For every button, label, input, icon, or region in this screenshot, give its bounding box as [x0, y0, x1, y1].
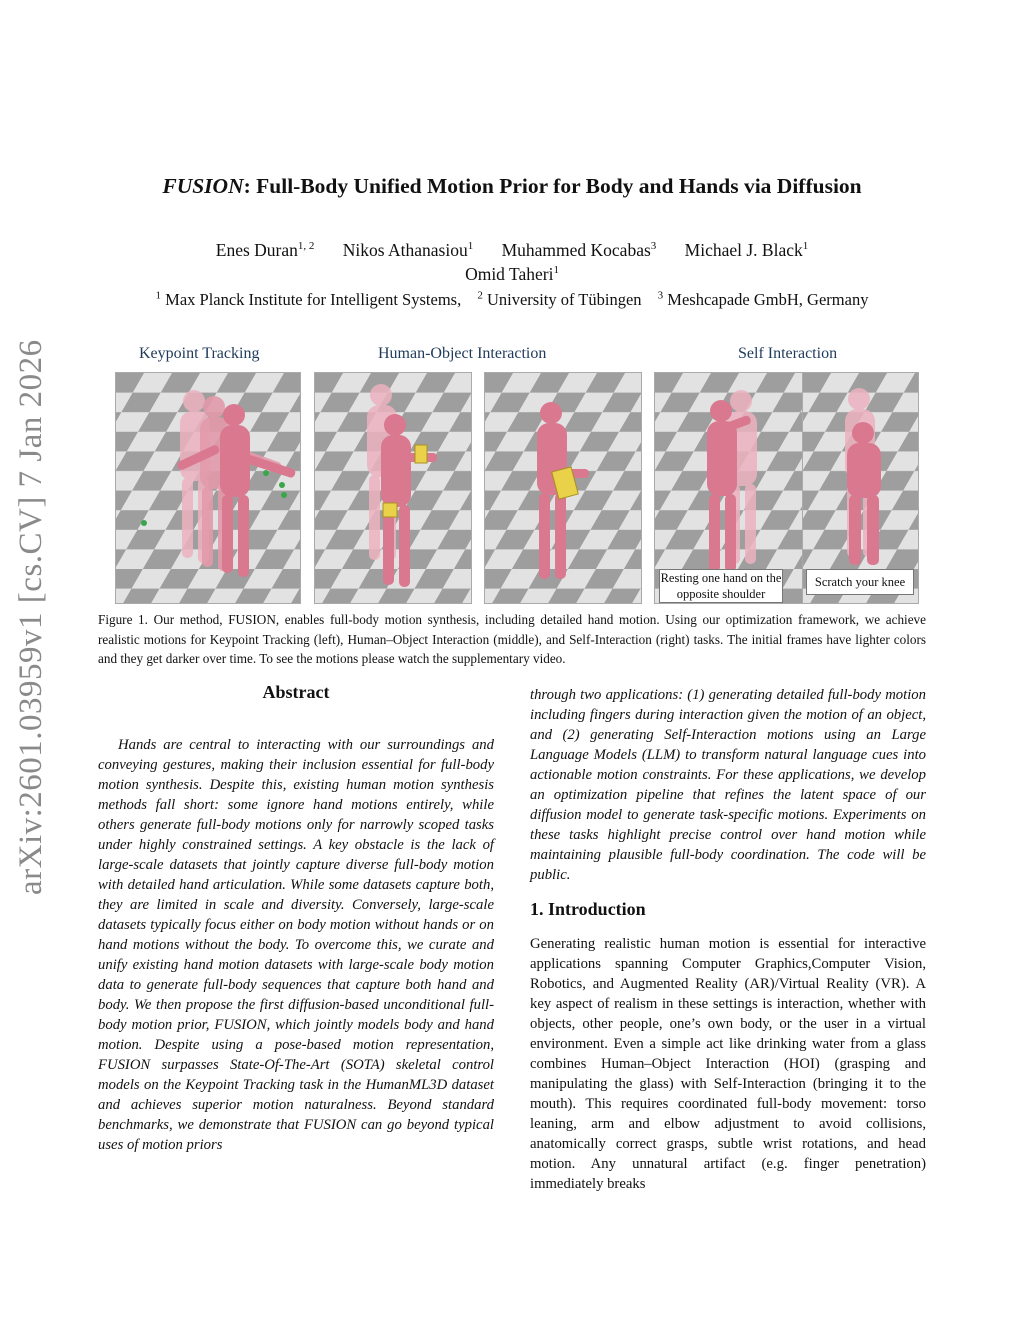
abstract-heading: Abstract — [262, 682, 330, 702]
figure-panel-hoi-1 — [314, 372, 472, 604]
callout-shoulder: Resting one hand on the opposite shoulder — [660, 571, 782, 601]
hoi-render-1 — [315, 373, 471, 603]
author: Michael J. Black$^1$ — [684, 240, 809, 260]
callout-knee: Scratch your knee — [806, 569, 914, 595]
figure-panel-keypoint — [115, 372, 301, 604]
author: Muhammed Kocabas$^3$ — [501, 240, 657, 260]
abstract-body: Hands are central to interacting with our surroundings and conveying gestures, making their inclusion essential for full-body motion synthesis. Despite this, existing human motion synthesis methods fall short: some ignore hand motions entirely, while others generate full-body motions only for narrowly scoped tasks under highly constrained settings. A key obstacle is the lack of large-scale datasets that jointly capture diverse full-body motion with detailed hand articulation. While some datasets capture both, they are limited in scale and diversity. Conversely, large-scale datasets typically focus either on body motion without hands or on hand motions without the body. To overcome this, we curate and unify existing hand motion datasets with large-scale body motion data to generate full-body sequences that capture both hand and body. We then propose the first diffusion-based unconditional full-body motion prior, FUSION, which jointly models body and hand motion. Despite using a pose-based motion representation, FUSION surpasses State-Of-The-Art (SOTA) skeletal control models on the Keypoint Tracking task in the HumanML3D dataset and achieves superior motion naturalness. Beyond standard benchmarks, we demonstrate that FUSION can go beyond typical uses of motion priors — [98, 737, 494, 1153]
title-italic: FUSION — [162, 174, 244, 198]
introduction-body: Generating realistic human motion is essential for interactive applications spanning Computer Graphics,Computer Vision, Robotics, and Augmented Reality (AR)/Virtual Reality (VR). A key aspect of realism in these settings is interaction, whether with objects, other people, one’s own body, or the user in a virtual environment. Even a simple act like drinking water from a glass combines Human–Object Interaction (HOI) (grasping and manipulating the glass) with Self-Interaction (bringing it to the mouth). This requires coordinated full-body movement: torso leaning, arm and elbow adjustment to avoid collisions, anatomically correct grasps, subtle wrist rotations, and head motion. Any unnatural artifact (e.g. finger penetration) immediately breaks — [530, 936, 926, 1192]
figure-label-keypoint: Keypoint Tracking — [139, 345, 260, 362]
section-heading-introduction: 1. Introduction — [530, 899, 646, 919]
arxiv-stamp: arXiv:2601.03959v1 [cs.CV] 7 Jan 2026 — [13, 339, 49, 895]
figure-label-hoi: Human-Object Interaction — [378, 345, 547, 362]
figure-panel-self-1 — [654, 372, 812, 604]
figure-panel-hoi-2 — [484, 372, 642, 604]
figure-panel-self-2 — [802, 372, 919, 604]
affiliation: $^2$ University of Tübingen — [477, 289, 642, 309]
author-line-1 — [0, 240, 1024, 261]
affiliation: $^1$ Max Planck Institute for Intelligent Systems, — [155, 289, 462, 309]
paper-title — [0, 174, 1024, 199]
author: Enes Duran$^{1, 2}$ — [215, 240, 315, 260]
author: Omid Taheri$^1$ — [465, 264, 559, 284]
abstract-continued: through two applications: (1) generating detailed full-body motion including fingers during interaction given the motion of an object, and (2) generating Self-Interaction motions using an Large Language Models (LLM) to transform natural language cues into actionable motion constraints. For these applications, we develop an optimization pipeline that refines the latent space of our diffusion model to generate task-specific motions. Experiments on these tasks highlight precise control over hand motion while maintaining plausible full-body coordination. The code will be public. — [530, 687, 926, 883]
keypoint-render — [116, 373, 300, 603]
author-line-2 — [0, 264, 1024, 285]
title-rest: : Full-Body Unified Motion Prior for Body and Hands via Diffusion — [243, 174, 862, 198]
hoi-render-2 — [485, 373, 641, 603]
figure-caption: Figure 1. Our method, FUSION, enables full-body motion synthesis, including detailed hand motion. Using our optimization framework, we achieve realistic motions for Keypoint Tracking (left), Human–Object Interaction (middle), and Self-Interaction (right) tasks. The initial frames have lighter colors and they get darker over time. To see the motions please watch the supplementary video. — [98, 612, 926, 666]
figure-label-self: Self Interaction — [738, 345, 838, 362]
affiliations — [0, 289, 1024, 310]
affiliation: $^3$ Meshcapade GmbH, Germany — [657, 289, 869, 309]
author: Nikos Athanasiou$^1$ — [342, 240, 474, 260]
